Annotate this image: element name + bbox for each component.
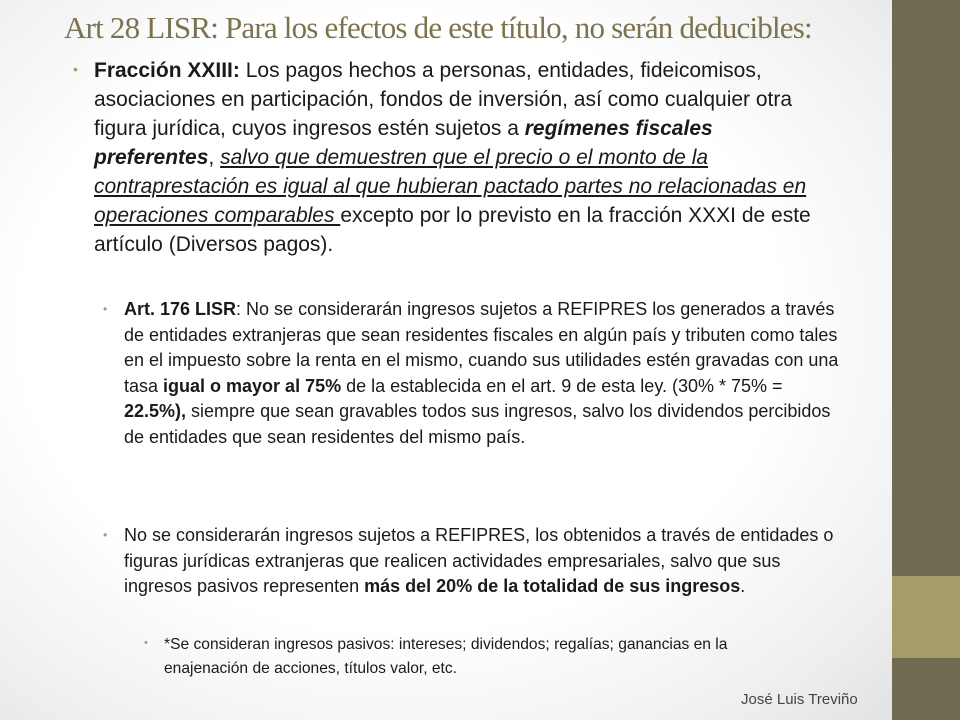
slide-title: Art 28 LISR: Para los efectos de este título, no serán deducibles:: [64, 10, 812, 45]
bullet-art-176: [124, 297, 840, 450]
bullet-icon: •: [144, 637, 148, 649]
bullet-icon: •: [103, 302, 108, 316]
bullet2-bold2: 22.5%),: [124, 401, 187, 421]
bullet2-lead: Art. 176 LISR: [124, 299, 237, 319]
bullet-ingresos-pasivos: [124, 523, 840, 600]
bullet2-text1: : No se considerarán ingresos sujetos a REFIPRES los generados a través de entidades extranjeras que sean residentes fiscales en algún país y tributen como tales en el impuesto sobre la renta en el mismo, cuando sus utilidades estén gravadas con una tasa: [124, 299, 839, 396]
bullet-icon: •: [73, 61, 78, 77]
side-bar-accent: [892, 576, 960, 658]
bullet3-text2: .: [740, 576, 746, 596]
bullet1-text2: excepto por lo previsto en la fracción XXXI de este artículo (Diversos pagos).: [94, 204, 811, 256]
side-bar-top: [892, 0, 960, 576]
bullet1-lead: Fracción XXIII:: [94, 59, 240, 82]
bullet2-bold1: igual o mayor al 75%: [163, 375, 342, 396]
bullet-icon: •: [103, 528, 108, 542]
bullet4-text: *Se consideran ingresos pasivos: intereses; dividendos; regalías; ganancias en la enajenación de acciones, títulos valor, etc.: [164, 636, 728, 677]
bullet2-text3: siempre que sean gravables todos sus ingresos, salvo los dividendos percibidos de entidades que sean residentes del mismo país.: [124, 401, 831, 447]
bullet1-text1: Los pagos hechos a personas, entidades, fideicomisos, asociaciones en participación, fondos de inversión, así como cualquier otra figura jurídica, cuyos ingresos estén sujetos a: [94, 59, 793, 140]
bullet-nota-ingresos-pasivos: [164, 633, 804, 681]
bullet1-underlined: salvo que demuestren que el precio o el monto de la contraprestación es igual al que hubieran pactado partes no relacionadas en operaciones comparables: [94, 146, 807, 227]
bullet1-emph: regímenes fiscales preferentes: [94, 117, 713, 169]
bullet1-comma: ,: [208, 146, 221, 169]
bullet3-bold1: más del 20% de la totalidad de sus ingresos: [364, 576, 741, 596]
author-footer: José Luis Treviño: [741, 691, 858, 708]
bullet2-text2: de la establecida en el art. 9 de esta ley. (30% * 75% =: [341, 375, 783, 396]
side-bar-bottom: [892, 658, 960, 720]
bullet-fraccion-xxiii: [94, 56, 834, 259]
bullet3-text1: No se considerarán ingresos sujetos a REFIPRES, los obtenidos a través de entidades o figuras jurídicas extranjeras que realicen actividades empresariales, salvo que sus ingresos pasivos representen: [124, 525, 834, 596]
